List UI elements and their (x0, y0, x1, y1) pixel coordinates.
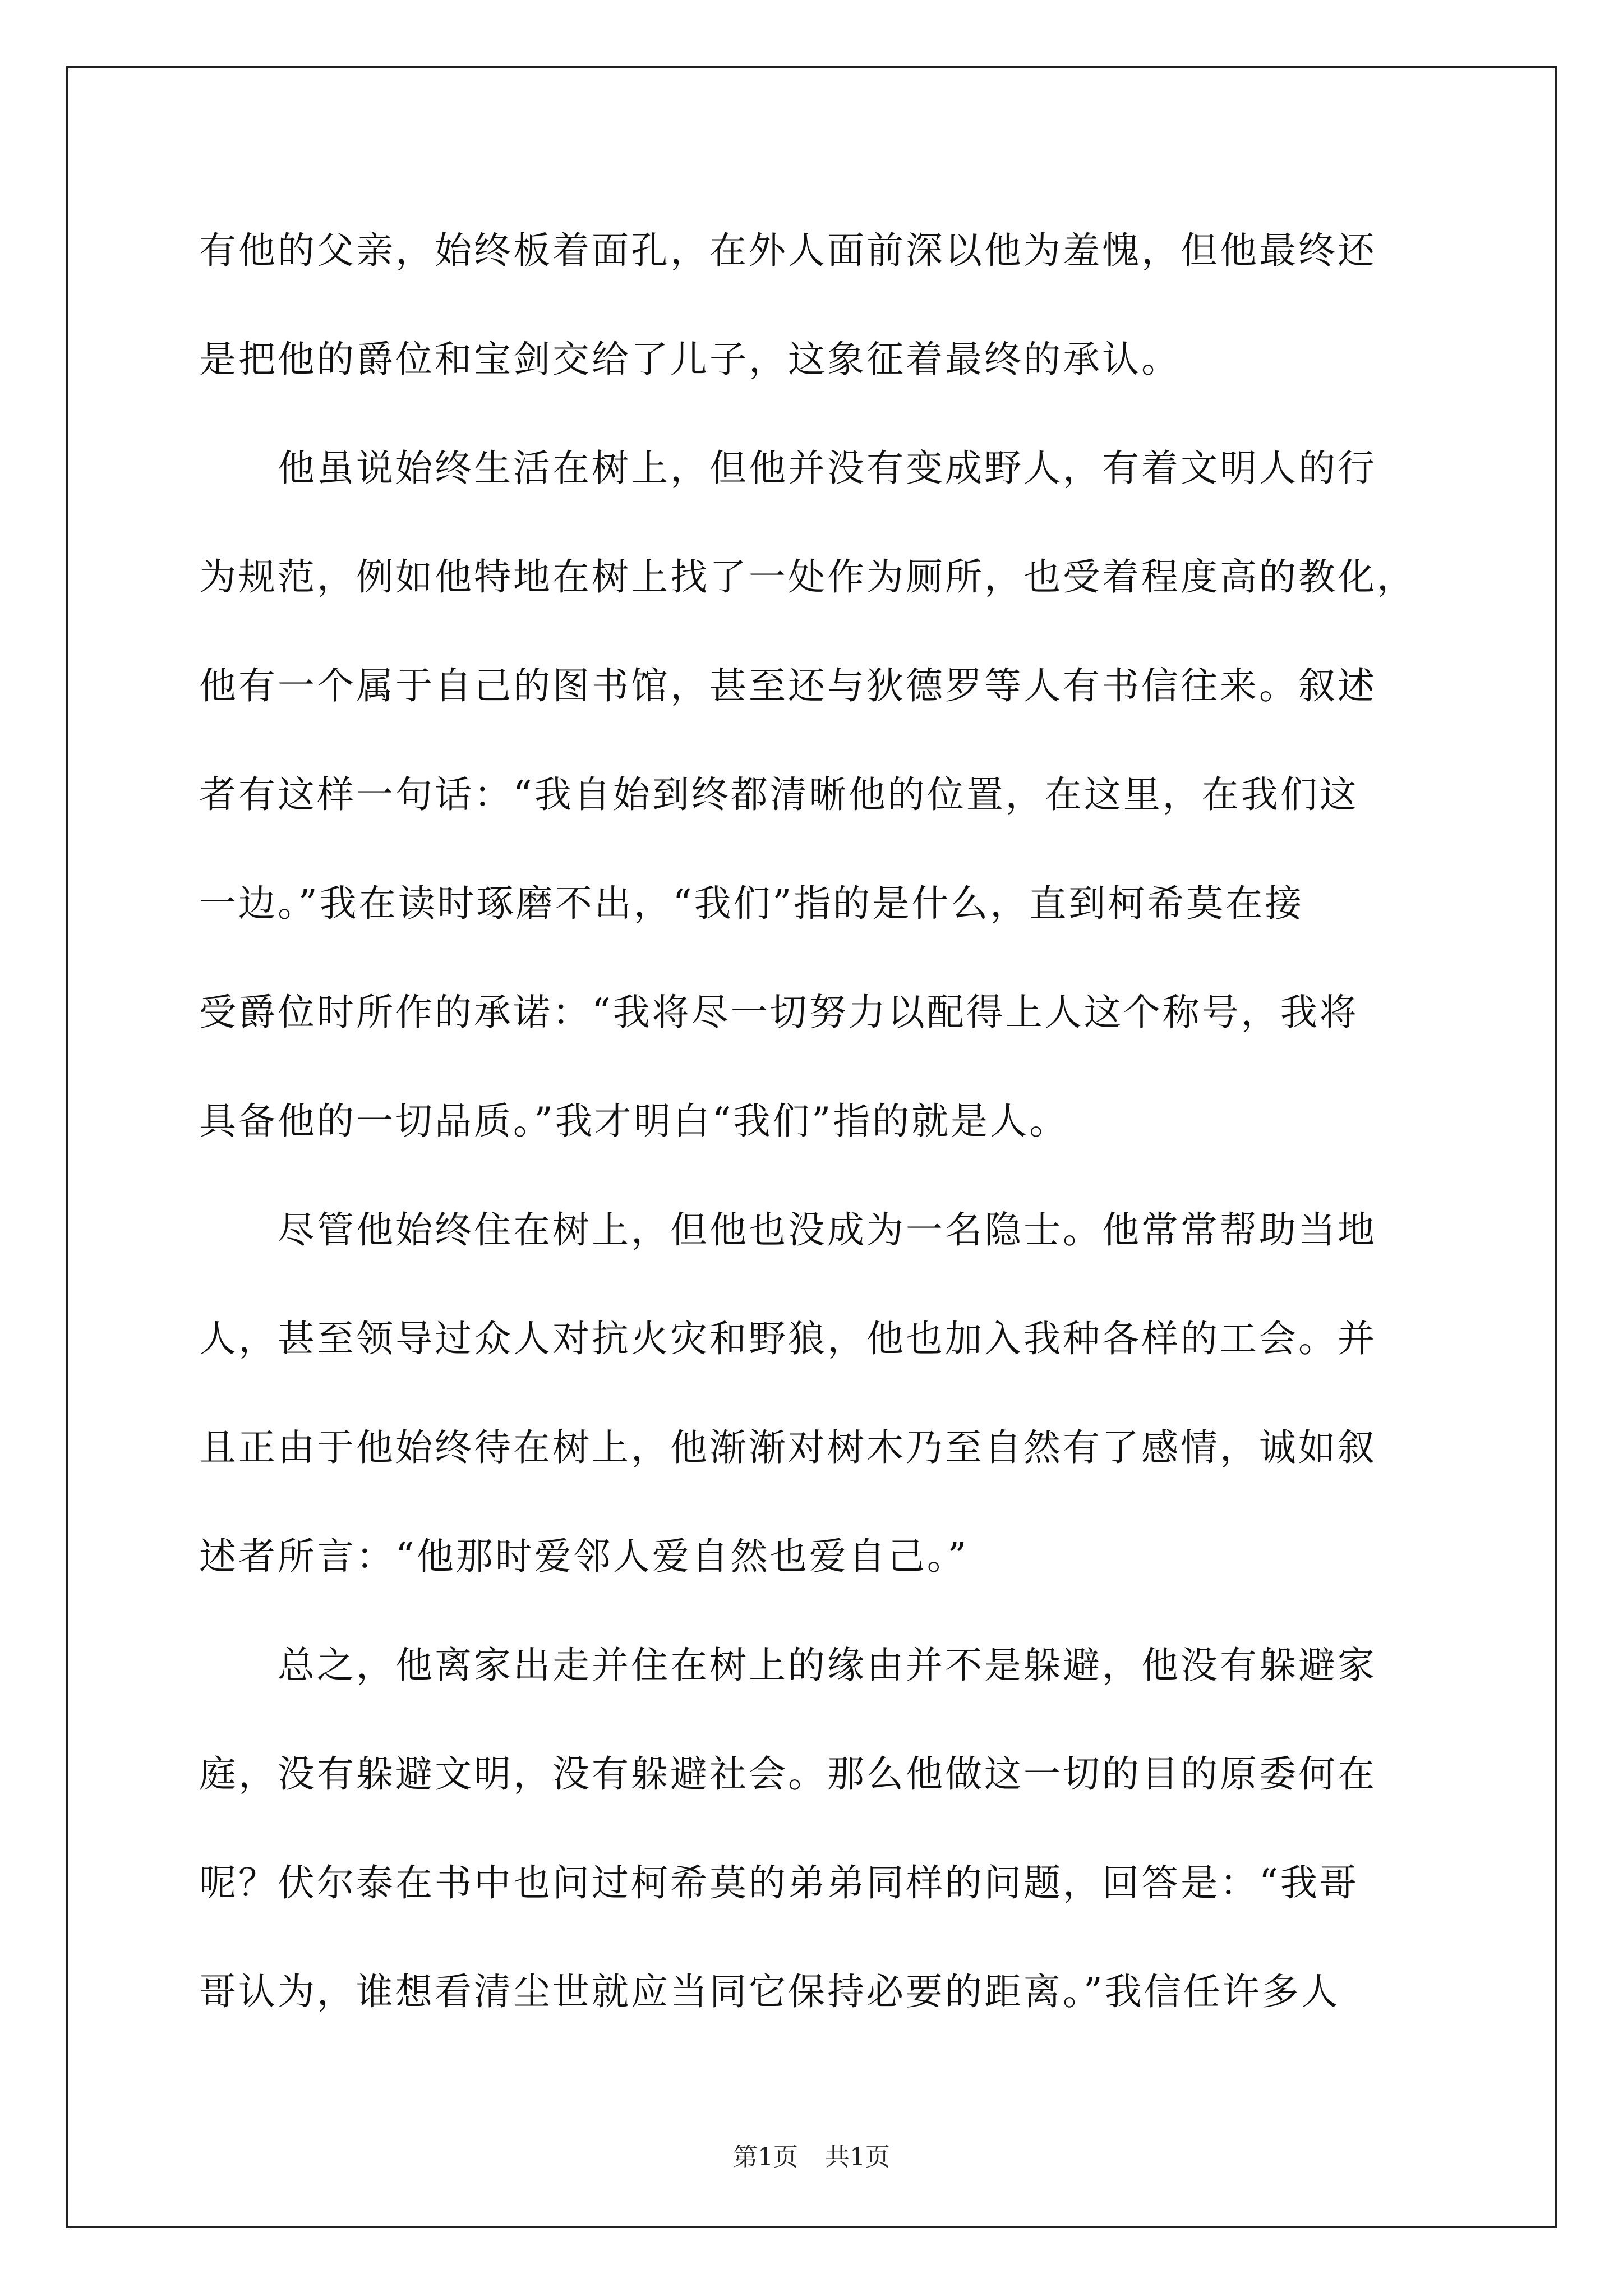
text-line: 具备他的一切品质。”我才明白“我们”指的就是人。 (199, 1099, 1069, 1143)
text-line: 一边。”我在读时琢磨不出，“我们”指的是什么，直到柯希莫在接 (199, 882, 1304, 925)
page-number-total: 共1页 (825, 2143, 890, 2171)
text-line: 他有一个属于自己的图书馆，甚至还与狄德罗等人有书信往来。叙述 (199, 664, 1377, 707)
text-line: 哥认为，谁想看清尘世就应当同它保持必要的距离。”我信任许多人 (199, 1970, 1340, 2013)
text-line: 总之，他离家出走并住在树上的缘由并不是躲避，他没有躲避家 (199, 1644, 1377, 1687)
page-footer (0, 2141, 1623, 2174)
text-line: 有他的父亲，始终板着面孔，在外人面前深以他为羞愧，但他最终还 (199, 229, 1377, 272)
text-line: 者有这样一句话：“我自始到终都清晰他的位置，在这里，在我们这 (199, 773, 1359, 816)
text-line: 庭，没有躲避文明，没有躲避社会。那么他做这一切的目的原委何在 (199, 1752, 1377, 1796)
text-line: 受爵位时所作的承诺：“我将尽一切努力以配得上人这个称号，我将 (199, 991, 1359, 1034)
text-line: 呢？伏尔泰在书中也问过柯希莫的弟弟同样的问题，回答是：“我哥 (199, 1861, 1359, 1904)
text-line: 他虽说始终生活在树上，但他并没有变成野人，有着文明人的行 (199, 447, 1377, 490)
page-number-current: 第1页 (733, 2143, 798, 2171)
text-line: 且正由于他始终待在树上，他渐渐对树木乃至自然有了感情，诚如叙 (199, 1426, 1377, 1469)
text-line: 人，甚至领导过众人对抗火灾和野狼，他也加入我种各样的工会。并 (199, 1317, 1377, 1360)
text-line: 为规范，例如他特地在树上找了一处作为厕所，也受着程度高的教化， (199, 555, 1416, 599)
text-line: 述者所言：“他那时爱邻人爱自然也爱自己。” (199, 1535, 969, 1578)
text-line: 尽管他始终住在树上，但他也没成为一名隐士。他常常帮助当地 (199, 1208, 1377, 1251)
text-line: 是把他的爵位和宝剑交给了儿子，这象征着最终的承认。 (199, 338, 1181, 381)
